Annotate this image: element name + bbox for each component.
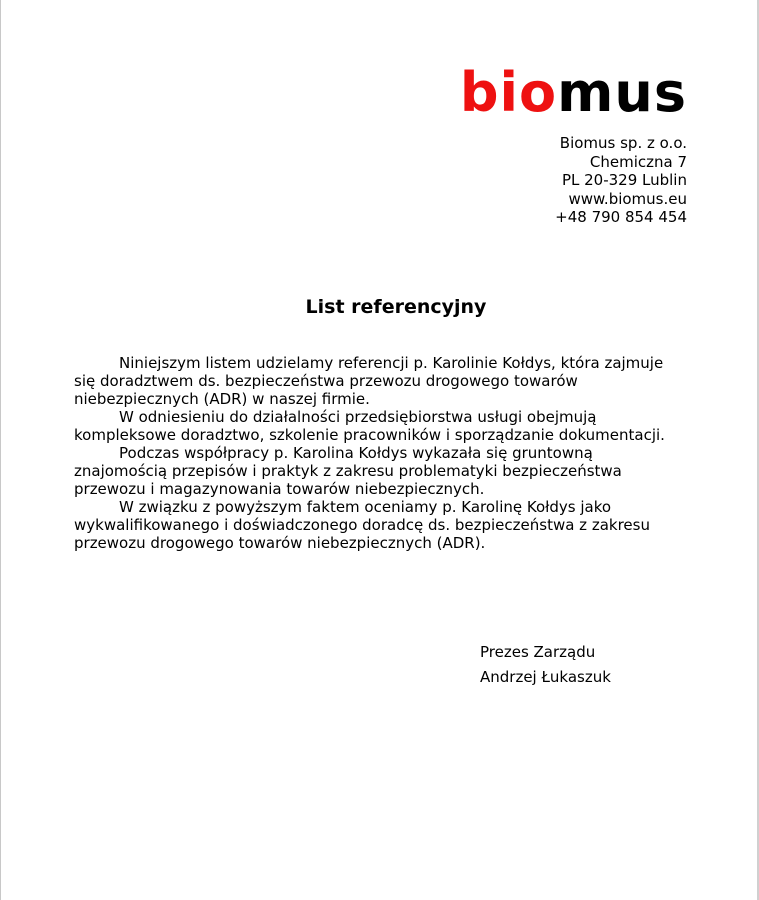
company-logo [459, 61, 687, 124]
signature-name: Andrzej Łukaszuk [480, 668, 611, 686]
letter-title: List referencyjny [305, 296, 487, 318]
page-border-left [0, 0, 1, 900]
letter-paragraph: Niniejszym listem udzielamy referencji p. Karolinie Kołdys, która zajmuje się doradztwem ds. bezpieczeństwa przewozu drogowego towarów niebezpiecznych (ADR) w naszej firmie. [74, 354, 664, 408]
letter-body [74, 354, 694, 552]
logo-part-black: mus [557, 61, 687, 124]
signature-block [480, 640, 611, 690]
letter-paragraph: W odniesieniu do działalności przedsiębiorstwa usługi obejmują kompleksowe doradztwo, szkolenie pracowników i sporządzanie dokumentacji. [74, 408, 665, 444]
letter-paragraph: Podczas współpracy p. Karolina Kołdys wykazała się gruntowną znajomością przepisów i praktyk z zakresu problematyki bezpieczeństwa przewozu i magazynowania towarów niebezpiecznych. [74, 444, 622, 498]
letter-paragraph: W związku z powyższym faktem oceniamy p. Karolinę Kołdys jako wykwalifikowanego i doświadczonego doradcę ds. bezpieczeństwa z zakresu przewozu drogowego towarów niebezpiecznych (ADR). [74, 498, 650, 552]
company-city: PL 20-329 Lublin [561, 171, 687, 189]
company-address [555, 134, 687, 227]
logo-part-red: bio [459, 61, 558, 124]
company-phone: +48 790 854 454 [555, 208, 687, 226]
company-website: www.biomus.eu [568, 189, 687, 208]
company-name: Biomus sp. z o.o. [559, 134, 687, 152]
signature-role: Prezes Zarządu [480, 643, 596, 661]
company-street: Chemiczna 7 [589, 152, 687, 171]
